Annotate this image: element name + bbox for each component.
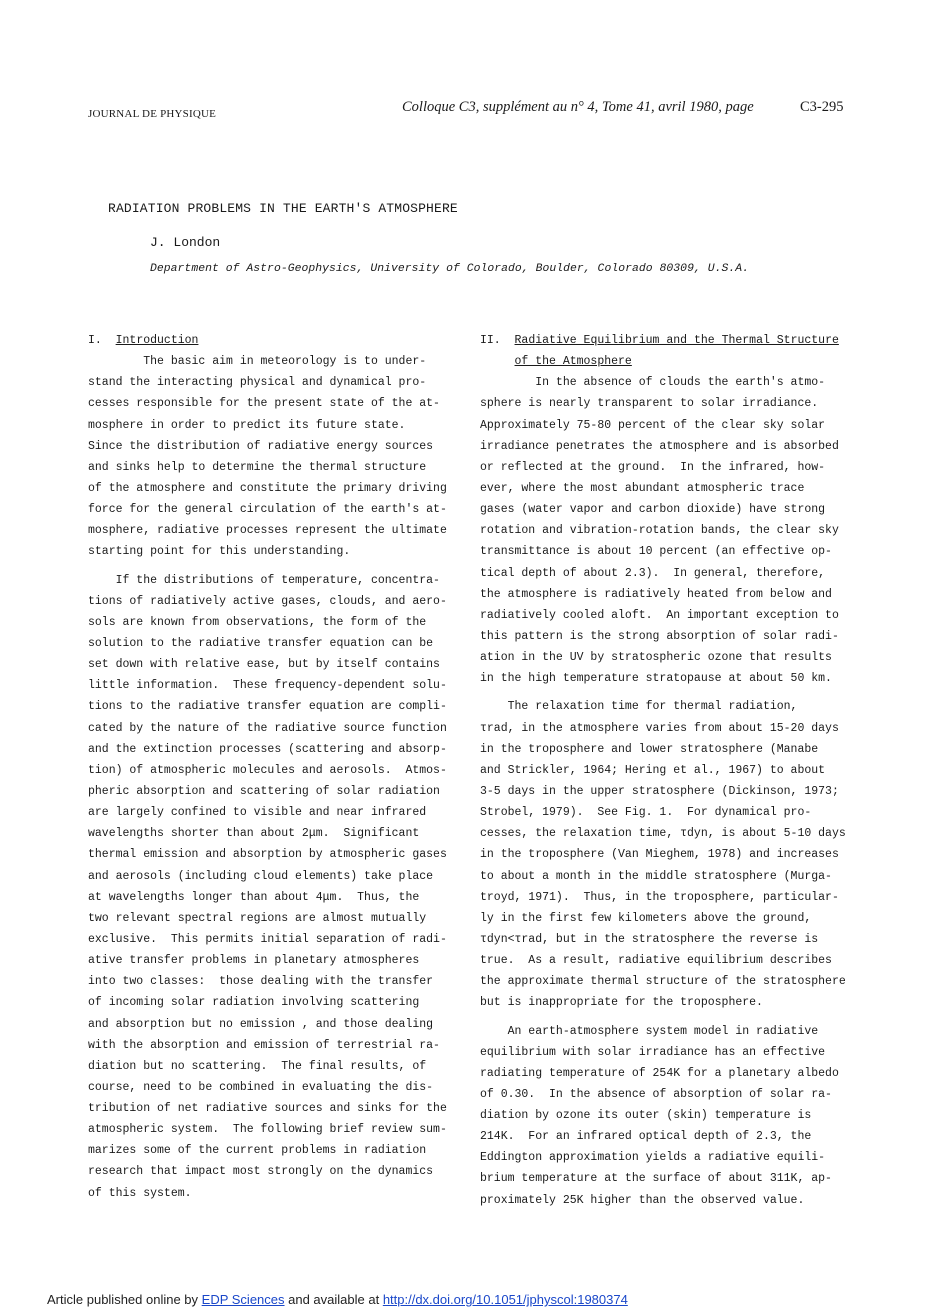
section-2-heading-cont <box>480 351 860 372</box>
text-line: true. As a result, radiative equilibrium describes <box>480 954 832 968</box>
text-line: proximately 25K higher than the observed value. <box>480 1193 805 1207</box>
text-line: in the troposphere and lower stratosphere (Manabe <box>480 742 819 756</box>
text-line: this pattern is the strong absorption of solar radi- <box>480 629 839 643</box>
text-line: thermal emission and absorption by atmospheric gases <box>88 848 447 862</box>
text-line: little information. These frequency-dependent solu- <box>88 679 447 693</box>
text-line: The basic aim in meteorology is to under- <box>88 355 427 369</box>
text-line: 214K. For an infrared optical depth of 2.3, the <box>480 1130 812 1144</box>
text-line: set down with relative ease, but by itself contains <box>88 658 440 672</box>
text-line: the atmosphere is radiatively heated from below and <box>480 587 832 601</box>
section-title-cont: of the Atmosphere <box>514 355 632 369</box>
paper-title: RADIATION PROBLEMS IN THE EARTH'S ATMOSPHERE <box>108 201 458 216</box>
text-line: irradiance penetrates the atmosphere and is absorbed <box>480 439 839 453</box>
text-line: An earth-atmosphere system model in radiative <box>480 1024 819 1038</box>
right-column <box>480 330 860 1211</box>
text-line: tion) of atmospheric molecules and aerosols. Atmos- <box>88 763 447 777</box>
text-line: gases (water vapor and carbon dioxide) have strong <box>480 503 826 517</box>
section-number: II. <box>480 334 501 347</box>
section-2-paragraph-2 <box>480 696 860 1013</box>
text-line: to about a month in the middle stratosphere (Murga- <box>480 869 832 883</box>
text-line: Eddington approximation yields a radiative equili- <box>480 1151 826 1165</box>
text-line: diation but no scattering. The final results, of <box>88 1059 427 1073</box>
text-line: cated by the nature of the radiative source function <box>88 721 447 735</box>
text-line: mosphere, radiative processes represent the ultimate <box>88 524 447 538</box>
text-line: Strobel, 1979). See Fig. 1. For dynamical pro- <box>480 806 812 820</box>
section-2-heading <box>480 330 860 351</box>
text-line: of incoming solar radiation involving scattering <box>88 996 420 1010</box>
section-1-heading <box>88 330 460 351</box>
text-line: tical depth of about 2.3). In general, therefore, <box>480 566 826 580</box>
text-line: wavelengths shorter than about 2μm. Significant <box>88 827 420 841</box>
publisher-link[interactable]: EDP Sciences <box>201 1292 285 1307</box>
text-line: stand the interacting physical and dynamical pro- <box>88 376 427 390</box>
text-line: radiatively cooled aloft. An important exception to <box>480 608 839 622</box>
text-line: τrad, in the atmosphere varies from about 15-20 days <box>480 721 839 735</box>
text-line: sphere is nearly transparent to solar irradiance. <box>480 397 819 411</box>
text-line: and aerosols (including cloud elements) take place <box>88 869 434 883</box>
text-line: ever, where the most abundant atmospheric trace <box>480 481 805 495</box>
text-line: brium temperature at the surface of about 311K, ap- <box>480 1172 832 1186</box>
author-name: J. London <box>150 235 221 250</box>
text-line: tribution of net radiative sources and sinks for the <box>88 1102 447 1116</box>
text-line: in the troposphere (Van Mieghem, 1978) and increases <box>480 848 839 862</box>
section-1-paragraph-2 <box>88 570 460 1204</box>
text-line: In the absence of clouds the earth's atmo- <box>480 376 826 390</box>
left-column <box>88 330 460 1204</box>
issue-info: Colloque C3, supplément au n° 4, Tome 41, avril 1980, page <box>402 99 754 115</box>
text-line: tions to the radiative transfer equation are compli- <box>88 700 447 714</box>
text-line: or reflected at the ground. In the infrared, how- <box>480 460 826 474</box>
text-line: sols are known from observations, the form of the <box>88 615 427 629</box>
section-2-paragraph-1 <box>480 372 860 689</box>
text-line: course, need to be combined in evaluating the dis- <box>88 1080 434 1094</box>
text-line: tions of radiatively active gases, clouds, and aero- <box>88 594 447 608</box>
text-line: pheric absorption and scattering of solar radiation <box>88 784 440 798</box>
text-line: cesses, the relaxation time, τdyn, is about 5-10 days <box>480 827 846 841</box>
text-line: equilibrium with solar irradiance has an effective <box>480 1045 826 1059</box>
text-line: the approximate thermal structure of the stratosphere <box>480 975 846 989</box>
section-2-paragraph-3 <box>480 1021 860 1211</box>
text-line: at wavelengths longer than about 4μm. Thus, the <box>88 890 420 904</box>
text-line: rotation and vibration-rotation bands, the clear sky <box>480 524 839 538</box>
section-1-paragraph-1 <box>88 351 460 562</box>
text-line: ative transfer problems in planetary atmospheres <box>88 954 420 968</box>
text-line: are largely confined to visible and near infrared <box>88 806 427 820</box>
footer-prefix: Article published online by <box>47 1292 202 1307</box>
journal-name: JOURNAL DE PHYSIQUE <box>88 108 217 120</box>
text-line: force for the general circulation of the earth's at- <box>88 503 447 517</box>
text-line: Approximately 75-80 percent of the clear sky solar <box>480 418 826 432</box>
text-line: of this system. <box>88 1186 192 1200</box>
text-line: troyd, 1971). Thus, in the troposphere, particular- <box>480 890 839 904</box>
section-title: Introduction <box>115 334 199 347</box>
page-number: C3-295 <box>800 99 844 115</box>
text-line: ation in the UV by stratospheric ozone that results <box>480 651 832 665</box>
text-line: of the atmosphere and constitute the primary driving <box>88 481 447 495</box>
text-line: 3-5 days in the upper stratosphere (Dickinson, 1973; <box>480 784 839 798</box>
section-title: Radiative Equilibrium and the Thermal Structure <box>514 334 839 347</box>
author-affiliation: Department of Astro-Geophysics, University of Colorado, Boulder, Colorado 80309, U.S.A. <box>150 263 750 275</box>
text-line: two relevant spectral regions are almost mutually <box>88 911 427 925</box>
text-line: but is inappropriate for the troposphere. <box>480 996 763 1010</box>
text-line: radiating temperature of 254K for a planetary albedo <box>480 1066 839 1080</box>
text-line: starting point for this understanding. <box>88 545 351 559</box>
text-line: exclusive. This permits initial separation of radi- <box>88 932 447 946</box>
text-line: τdyn<τrad, but in the stratosphere the reverse is <box>480 932 819 946</box>
doi-link[interactable]: http://dx.doi.org/10.1051/jphyscol:1980374 <box>382 1292 628 1307</box>
text-line: ly in the first few kilometers above the ground, <box>480 911 812 925</box>
text-line: and absorption but no emission , and those dealing <box>88 1017 434 1031</box>
text-line: Since the distribution of radiative energy sources <box>88 439 434 453</box>
text-line: research that impact most strongly on the dynamics <box>88 1165 434 1179</box>
text-line: into two classes: those dealing with the transfer <box>88 975 434 989</box>
section-number: I. <box>88 334 102 347</box>
text-line: solution to the radiative transfer equation can be <box>88 636 434 650</box>
publication-footer <box>47 1292 628 1307</box>
text-line: The relaxation time for thermal radiation, <box>480 700 798 714</box>
text-line: with the absorption and emission of terrestrial ra- <box>88 1038 440 1052</box>
text-line: diation by ozone its outer (skin) temperature is <box>480 1109 812 1123</box>
text-line: atmospheric system. The following brief review sum- <box>88 1123 447 1137</box>
text-line: and the extinction processes (scattering and absorp- <box>88 742 447 756</box>
text-line: transmittance is about 10 percent (an effective op- <box>480 545 832 559</box>
text-line: If the distributions of temperature, concentra- <box>88 573 440 587</box>
text-line: and sinks help to determine the thermal structure <box>88 460 427 474</box>
text-line: mosphere in order to predict its future state. <box>88 418 406 432</box>
text-line: of 0.30. In the absence of absorption of solar ra- <box>480 1087 832 1101</box>
text-line: cesses responsible for the present state of the at- <box>88 397 440 411</box>
text-line: and Strickler, 1964; Hering et al., 1967) to about <box>480 763 826 777</box>
text-line: in the high temperature stratopause at about 50 km. <box>480 672 832 686</box>
footer-middle: and available at <box>284 1292 383 1307</box>
text-line: marizes some of the current problems in radiation <box>88 1144 427 1158</box>
